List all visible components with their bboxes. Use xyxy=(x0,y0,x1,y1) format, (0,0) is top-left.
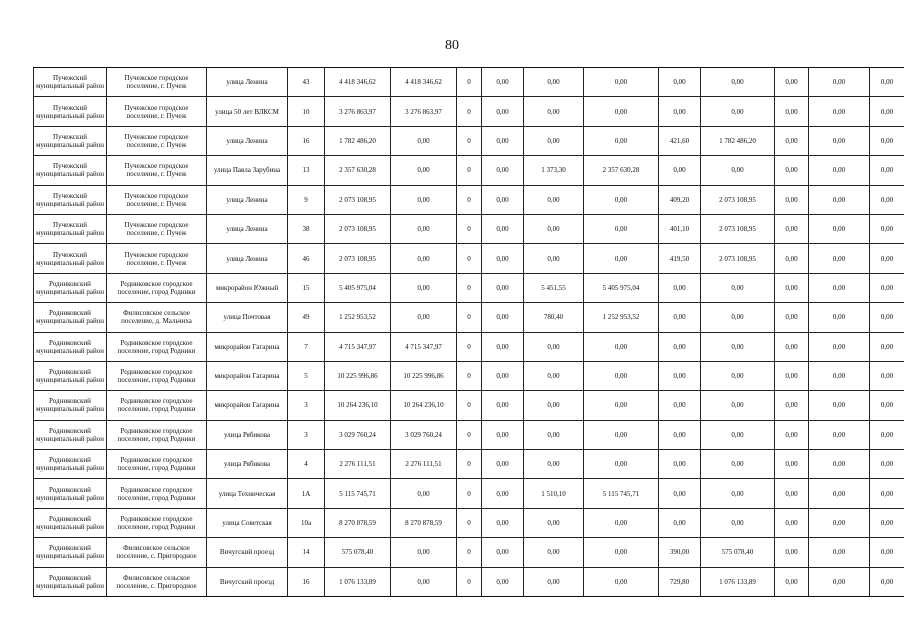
cell-cost-7: 0,00 xyxy=(870,508,904,537)
table-row xyxy=(34,538,904,567)
cell-cost-7: 0,00 xyxy=(870,156,904,185)
cell-street: улица Ленина xyxy=(207,214,288,243)
cell-house-number: 1А xyxy=(288,479,325,508)
table-row xyxy=(34,185,904,214)
table-row xyxy=(34,332,904,361)
cell-cost-6: 0,00 xyxy=(809,332,870,361)
cell-cost-6: 0,00 xyxy=(809,508,870,537)
cell-cost-5: 0,00 xyxy=(775,391,809,420)
cell-area-2: 0,00 xyxy=(659,273,701,302)
cell-cost-4: 0,00 xyxy=(701,450,775,479)
cell-district: Родниковский муниципальный район xyxy=(34,420,107,449)
cell-cost-2: 0,00 xyxy=(482,508,524,537)
cell-total-cost: 10 264 236,10 xyxy=(325,391,391,420)
cell-cost-2: 0,00 xyxy=(482,420,524,449)
cell-house-number: 43 xyxy=(288,68,325,97)
cell-district: Пучежский муниципальный район xyxy=(34,68,107,97)
cell-cost-5: 0,00 xyxy=(775,185,809,214)
cell-cost-2: 0,00 xyxy=(482,68,524,97)
cell-area-2: 0,00 xyxy=(659,391,701,420)
cell-settlement: Родниковское городское поселение, город Родники xyxy=(107,508,207,537)
cell-house-number: 15 xyxy=(288,273,325,302)
table-row xyxy=(34,303,904,332)
cell-cost-1: 0,00 xyxy=(391,214,457,243)
cell-area-1: 1 510,10 xyxy=(524,479,584,508)
cell-cost-3: 0,00 xyxy=(584,68,659,97)
cell-area-1: 0,00 xyxy=(524,567,584,596)
cell-street: микрорайон Гагарина xyxy=(207,391,288,420)
cell-cost-7: 0,00 xyxy=(870,68,904,97)
cell-cost-3: 0,00 xyxy=(584,508,659,537)
cell-area-1: 0,00 xyxy=(524,508,584,537)
cell-flag: 0 xyxy=(457,68,482,97)
cell-flag: 0 xyxy=(457,185,482,214)
cell-total-cost: 2 073 108,95 xyxy=(325,244,391,273)
cell-total-cost: 2 357 630,28 xyxy=(325,156,391,185)
table-row xyxy=(34,479,904,508)
cell-cost-4: 2 073 108,95 xyxy=(701,244,775,273)
cell-area-1: 0,00 xyxy=(524,68,584,97)
table-row xyxy=(34,273,904,302)
cell-settlement: Пучежское городское поселение, г. Пучеж xyxy=(107,156,207,185)
cell-flag: 0 xyxy=(457,391,482,420)
cell-house-number: 10 xyxy=(288,97,325,126)
cell-cost-1: 10 264 236,10 xyxy=(391,391,457,420)
cell-house-number: 13 xyxy=(288,156,325,185)
cell-cost-7: 0,00 xyxy=(870,567,904,596)
table-row xyxy=(34,214,904,243)
cell-cost-4: 2 073 108,95 xyxy=(701,214,775,243)
cell-cost-5: 0,00 xyxy=(775,214,809,243)
cell-street: улица Ленина xyxy=(207,244,288,273)
cell-house-number: 16 xyxy=(288,567,325,596)
cell-total-cost: 10 225 996,86 xyxy=(325,361,391,390)
cell-cost-5: 0,00 xyxy=(775,538,809,567)
cell-settlement: Пучежское городское поселение, г. Пучеж xyxy=(107,244,207,273)
table-row xyxy=(34,68,904,97)
cell-cost-2: 0,00 xyxy=(482,450,524,479)
cell-cost-1: 4 715 347,97 xyxy=(391,332,457,361)
cell-cost-5: 0,00 xyxy=(775,450,809,479)
cell-cost-3: 2 357 630,28 xyxy=(584,156,659,185)
cell-area-2: 409,20 xyxy=(659,185,701,214)
cell-cost-5: 0,00 xyxy=(775,273,809,302)
cell-cost-4: 1 782 486,20 xyxy=(701,126,775,155)
cell-area-2: 729,80 xyxy=(659,567,701,596)
cell-area-1: 0,00 xyxy=(524,450,584,479)
cell-district: Родниковский муниципальный район xyxy=(34,567,107,596)
cell-settlement: Родниковское городское поселение, город Родники xyxy=(107,479,207,508)
cell-cost-2: 0,00 xyxy=(482,97,524,126)
cell-area-2: 0,00 xyxy=(659,508,701,537)
cell-area-2: 0,00 xyxy=(659,420,701,449)
cell-area-2: 0,00 xyxy=(659,68,701,97)
cell-area-2: 390,00 xyxy=(659,538,701,567)
cell-cost-6: 0,00 xyxy=(809,391,870,420)
cell-area-2: 0,00 xyxy=(659,479,701,508)
cell-area-1: 1 373,30 xyxy=(524,156,584,185)
cell-flag: 0 xyxy=(457,508,482,537)
cell-house-number: 4 xyxy=(288,450,325,479)
cell-area-2: 0,00 xyxy=(659,156,701,185)
table-row xyxy=(34,244,904,273)
cell-settlement: Родниковское городское поселение, город Родники xyxy=(107,391,207,420)
cell-settlement: Родниковское городское поселение, город Родники xyxy=(107,420,207,449)
cell-total-cost: 3 276 863,97 xyxy=(325,97,391,126)
cell-flag: 0 xyxy=(457,361,482,390)
cell-cost-2: 0,00 xyxy=(482,538,524,567)
cell-house-number: 16 xyxy=(288,126,325,155)
cell-flag: 0 xyxy=(457,332,482,361)
page-number: 80 xyxy=(445,38,459,53)
cell-cost-2: 0,00 xyxy=(482,185,524,214)
cell-cost-5: 0,00 xyxy=(775,68,809,97)
cell-district: Родниковский муниципальный район xyxy=(34,508,107,537)
cell-house-number: 3 xyxy=(288,420,325,449)
cell-cost-1: 0,00 xyxy=(391,244,457,273)
cell-cost-4: 0,00 xyxy=(701,156,775,185)
cell-cost-2: 0,00 xyxy=(482,391,524,420)
cell-cost-4: 0,00 xyxy=(701,303,775,332)
cell-flag: 0 xyxy=(457,303,482,332)
cell-cost-7: 0,00 xyxy=(870,479,904,508)
cell-cost-7: 0,00 xyxy=(870,391,904,420)
cell-area-2: 0,00 xyxy=(659,332,701,361)
cell-house-number: 46 xyxy=(288,244,325,273)
cell-area-1: 0,00 xyxy=(524,538,584,567)
table-row xyxy=(34,450,904,479)
cell-cost-3: 0,00 xyxy=(584,244,659,273)
cell-cost-5: 0,00 xyxy=(775,508,809,537)
cell-cost-7: 0,00 xyxy=(870,332,904,361)
cell-cost-3: 0,00 xyxy=(584,332,659,361)
cell-street: микрорайон Южный xyxy=(207,273,288,302)
cell-settlement: Филисовское сельское поселение, с. Пригородное xyxy=(107,567,207,596)
cell-cost-4: 0,00 xyxy=(701,420,775,449)
cell-cost-6: 0,00 xyxy=(809,479,870,508)
cell-cost-1: 2 276 111,51 xyxy=(391,450,457,479)
cell-flag: 0 xyxy=(457,450,482,479)
cell-settlement: Родниковское городское поселение, город Родники xyxy=(107,361,207,390)
cell-settlement: Пучежское городское поселение, г. Пучеж xyxy=(107,214,207,243)
cell-flag: 0 xyxy=(457,156,482,185)
cell-street: улица Почтовая xyxy=(207,303,288,332)
cell-cost-1: 10 225 996,86 xyxy=(391,361,457,390)
cell-cost-7: 0,00 xyxy=(870,538,904,567)
cell-cost-1: 8 270 878,59 xyxy=(391,508,457,537)
cell-cost-7: 0,00 xyxy=(870,185,904,214)
cell-total-cost: 2 276 111,51 xyxy=(325,450,391,479)
cell-area-2: 0,00 xyxy=(659,361,701,390)
cell-cost-5: 0,00 xyxy=(775,479,809,508)
cell-street: улица Павла Зарубина xyxy=(207,156,288,185)
cell-flag: 0 xyxy=(457,97,482,126)
cell-cost-4: 0,00 xyxy=(701,273,775,302)
cell-flag: 0 xyxy=(457,126,482,155)
cell-cost-6: 0,00 xyxy=(809,273,870,302)
cell-cost-4: 0,00 xyxy=(701,68,775,97)
cell-cost-2: 0,00 xyxy=(482,273,524,302)
cell-cost-2: 0,00 xyxy=(482,567,524,596)
cell-cost-4: 0,00 xyxy=(701,332,775,361)
cell-street: микрорайон Гагарина xyxy=(207,332,288,361)
cell-cost-3: 0,00 xyxy=(584,420,659,449)
cell-cost-4: 1 076 133,89 xyxy=(701,567,775,596)
cell-cost-3: 5 405 975,04 xyxy=(584,273,659,302)
cell-cost-1: 0,00 xyxy=(391,538,457,567)
cell-cost-3: 0,00 xyxy=(584,97,659,126)
cell-street: улица Техническая xyxy=(207,479,288,508)
cell-district: Родниковский муниципальный район xyxy=(34,303,107,332)
cell-area-2: 421,60 xyxy=(659,126,701,155)
cell-cost-3: 0,00 xyxy=(584,214,659,243)
cell-cost-4: 575 078,40 xyxy=(701,538,775,567)
cell-area-1: 0,00 xyxy=(524,420,584,449)
cell-settlement: Родниковское городское поселение, город Родники xyxy=(107,332,207,361)
cell-district: Родниковский муниципальный район xyxy=(34,361,107,390)
cell-cost-1: 0,00 xyxy=(391,273,457,302)
cell-cost-2: 0,00 xyxy=(482,156,524,185)
cell-house-number: 5 xyxy=(288,361,325,390)
cell-cost-6: 0,00 xyxy=(809,156,870,185)
cell-cost-6: 0,00 xyxy=(809,214,870,243)
cell-flag: 0 xyxy=(457,244,482,273)
cell-cost-3: 5 115 745,71 xyxy=(584,479,659,508)
cell-district: Пучежский муниципальный район xyxy=(34,244,107,273)
cell-cost-5: 0,00 xyxy=(775,126,809,155)
cell-total-cost: 1 076 133,89 xyxy=(325,567,391,596)
cell-cost-4: 0,00 xyxy=(701,479,775,508)
cell-cost-7: 0,00 xyxy=(870,126,904,155)
cell-cost-2: 0,00 xyxy=(482,332,524,361)
cell-area-1: 5 451,55 xyxy=(524,273,584,302)
cell-cost-6: 0,00 xyxy=(809,303,870,332)
cell-cost-7: 0,00 xyxy=(870,361,904,390)
cell-total-cost: 2 073 108,95 xyxy=(325,214,391,243)
cell-cost-1: 3 276 863,97 xyxy=(391,97,457,126)
cell-street: Вичугский проезд xyxy=(207,567,288,596)
cell-street: микрорайон Гагарина xyxy=(207,361,288,390)
cell-total-cost: 8 270 878,59 xyxy=(325,508,391,537)
cell-house-number: 14 xyxy=(288,538,325,567)
cell-street: улица Рябикова xyxy=(207,450,288,479)
cell-settlement: Пучежское городское поселение, г. Пучеж xyxy=(107,97,207,126)
table-row xyxy=(34,508,904,537)
cell-cost-6: 0,00 xyxy=(809,420,870,449)
cell-street: улица Ленина xyxy=(207,185,288,214)
cell-cost-1: 0,00 xyxy=(391,156,457,185)
cell-total-cost: 1 252 953,52 xyxy=(325,303,391,332)
cell-area-1: 780,40 xyxy=(524,303,584,332)
cell-total-cost: 5 115 745,71 xyxy=(325,479,391,508)
cell-street: улица 50 лет ВЛКСМ xyxy=(207,97,288,126)
cell-cost-1: 0,00 xyxy=(391,567,457,596)
table-row xyxy=(34,420,904,449)
cell-settlement: Пучежское городское поселение, г. Пучеж xyxy=(107,68,207,97)
cell-cost-4: 0,00 xyxy=(701,97,775,126)
cell-cost-5: 0,00 xyxy=(775,361,809,390)
cell-house-number: 9 xyxy=(288,185,325,214)
cell-cost-3: 0,00 xyxy=(584,391,659,420)
cell-house-number: 3 xyxy=(288,391,325,420)
cell-cost-4: 0,00 xyxy=(701,508,775,537)
cell-area-2: 401,10 xyxy=(659,214,701,243)
cell-district: Родниковский муниципальный район xyxy=(34,273,107,302)
cell-cost-5: 0,00 xyxy=(775,156,809,185)
cell-cost-2: 0,00 xyxy=(482,303,524,332)
cell-area-1: 0,00 xyxy=(524,244,584,273)
cell-house-number: 10а xyxy=(288,508,325,537)
table-row xyxy=(34,391,904,420)
cell-cost-6: 0,00 xyxy=(809,185,870,214)
cell-area-1: 0,00 xyxy=(524,185,584,214)
cell-area-1: 0,00 xyxy=(524,332,584,361)
cell-cost-6: 0,00 xyxy=(809,244,870,273)
cell-cost-1: 0,00 xyxy=(391,126,457,155)
cell-cost-5: 0,00 xyxy=(775,332,809,361)
cell-cost-7: 0,00 xyxy=(870,244,904,273)
cell-district: Родниковский муниципальный район xyxy=(34,479,107,508)
cell-street: улица Ленина xyxy=(207,126,288,155)
cell-house-number: 38 xyxy=(288,214,325,243)
data-table xyxy=(33,67,904,597)
table-row xyxy=(34,567,904,596)
cell-total-cost: 2 073 108,95 xyxy=(325,185,391,214)
cell-total-cost: 4 418 346,62 xyxy=(325,68,391,97)
table-row xyxy=(34,361,904,390)
cell-street: улица Ленина xyxy=(207,68,288,97)
cell-cost-2: 0,00 xyxy=(482,244,524,273)
cell-settlement: Пучежское городское поселение, г. Пучеж xyxy=(107,126,207,155)
cell-cost-7: 0,00 xyxy=(870,303,904,332)
cell-cost-7: 0,00 xyxy=(870,273,904,302)
cell-cost-3: 0,00 xyxy=(584,538,659,567)
cell-flag: 0 xyxy=(457,273,482,302)
table-row xyxy=(34,126,904,155)
cell-cost-5: 0,00 xyxy=(775,420,809,449)
cell-district: Родниковский муниципальный район xyxy=(34,450,107,479)
cell-cost-3: 0,00 xyxy=(584,185,659,214)
cell-cost-1: 0,00 xyxy=(391,303,457,332)
cell-street: улица Рябикова xyxy=(207,420,288,449)
cell-cost-3: 1 252 953,52 xyxy=(584,303,659,332)
cell-district: Родниковский муниципальный район xyxy=(34,391,107,420)
cell-cost-1: 0,00 xyxy=(391,185,457,214)
cell-cost-2: 0,00 xyxy=(482,126,524,155)
cell-cost-3: 0,00 xyxy=(584,567,659,596)
cell-cost-7: 0,00 xyxy=(870,420,904,449)
cell-cost-7: 0,00 xyxy=(870,214,904,243)
cell-flag: 0 xyxy=(457,214,482,243)
cell-cost-5: 0,00 xyxy=(775,97,809,126)
cell-area-1: 0,00 xyxy=(524,361,584,390)
cell-area-1: 0,00 xyxy=(524,126,584,155)
cell-flag: 0 xyxy=(457,567,482,596)
cell-area-2: 419,50 xyxy=(659,244,701,273)
cell-cost-1: 4 418 346,62 xyxy=(391,68,457,97)
cell-flag: 0 xyxy=(457,420,482,449)
cell-flag: 0 xyxy=(457,538,482,567)
cell-district: Пучежский муниципальный район xyxy=(34,156,107,185)
cell-cost-4: 2 073 108,95 xyxy=(701,185,775,214)
cell-cost-1: 3 029 760,24 xyxy=(391,420,457,449)
cell-cost-6: 0,00 xyxy=(809,97,870,126)
table-row xyxy=(34,97,904,126)
cell-cost-6: 0,00 xyxy=(809,450,870,479)
cell-house-number: 7 xyxy=(288,332,325,361)
cell-cost-5: 0,00 xyxy=(775,567,809,596)
table-row xyxy=(34,156,904,185)
cell-cost-3: 0,00 xyxy=(584,361,659,390)
cell-district: Родниковский муниципальный район xyxy=(34,538,107,567)
cell-district: Пучежский муниципальный район xyxy=(34,126,107,155)
cell-total-cost: 1 782 486,20 xyxy=(325,126,391,155)
cell-cost-6: 0,00 xyxy=(809,126,870,155)
cell-cost-6: 0,00 xyxy=(809,361,870,390)
cell-cost-7: 0,00 xyxy=(870,450,904,479)
cell-total-cost: 4 715 347,97 xyxy=(325,332,391,361)
cell-total-cost: 575 078,40 xyxy=(325,538,391,567)
cell-settlement: Филисовское сельское поселение, с. Пригородное xyxy=(107,538,207,567)
cell-area-1: 0,00 xyxy=(524,391,584,420)
cell-cost-4: 0,00 xyxy=(701,361,775,390)
cell-area-2: 0,00 xyxy=(659,450,701,479)
cell-house-number: 49 xyxy=(288,303,325,332)
cell-area-1: 0,00 xyxy=(524,214,584,243)
cell-total-cost: 5 405 975,04 xyxy=(325,273,391,302)
cell-street: Вичугский проезд xyxy=(207,538,288,567)
cell-cost-6: 0,00 xyxy=(809,68,870,97)
cell-area-1: 0,00 xyxy=(524,97,584,126)
cell-cost-2: 0,00 xyxy=(482,479,524,508)
cell-district: Пучежский муниципальный район xyxy=(34,97,107,126)
cell-cost-6: 0,00 xyxy=(809,538,870,567)
cell-cost-3: 0,00 xyxy=(584,450,659,479)
cell-cost-3: 0,00 xyxy=(584,126,659,155)
cell-settlement: Филисовское сельское поселение, д. Мальчиха xyxy=(107,303,207,332)
cell-settlement: Родниковское городское поселение, город Родники xyxy=(107,273,207,302)
cell-cost-2: 0,00 xyxy=(482,214,524,243)
cell-cost-4: 0,00 xyxy=(701,391,775,420)
cell-street: улица Советская xyxy=(207,508,288,537)
cell-district: Пучежский муниципальный район xyxy=(34,214,107,243)
cell-flag: 0 xyxy=(457,479,482,508)
cell-district: Родниковский муниципальный район xyxy=(34,332,107,361)
cell-district: Пучежский муниципальный район xyxy=(34,185,107,214)
cell-cost-7: 0,00 xyxy=(870,97,904,126)
cell-area-2: 0,00 xyxy=(659,97,701,126)
cell-settlement: Родниковское городское поселение, город Родники xyxy=(107,450,207,479)
cell-cost-5: 0,00 xyxy=(775,303,809,332)
cell-cost-2: 0,00 xyxy=(482,361,524,390)
cell-total-cost: 3 029 760,24 xyxy=(325,420,391,449)
cell-area-2: 0,00 xyxy=(659,303,701,332)
cell-settlement: Пучежское городское поселение, г. Пучеж xyxy=(107,185,207,214)
cell-cost-1: 0,00 xyxy=(391,479,457,508)
cell-cost-6: 0,00 xyxy=(809,567,870,596)
cell-cost-5: 0,00 xyxy=(775,244,809,273)
